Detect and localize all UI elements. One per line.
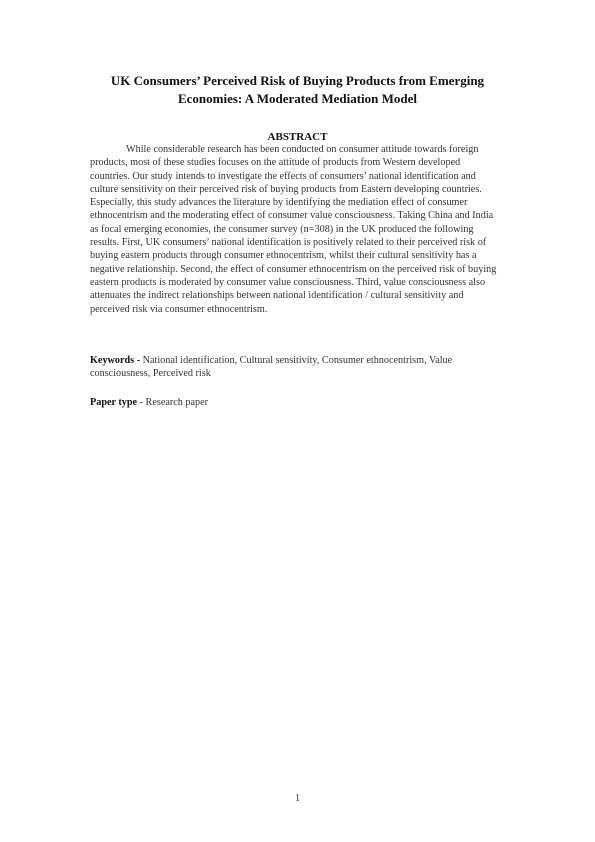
keywords-paragraph bbox=[90, 354, 502, 381]
paper-type-text: - Research paper bbox=[137, 397, 209, 408]
abstract-heading: ABSTRACT bbox=[267, 131, 328, 143]
paper-type-paragraph bbox=[90, 396, 502, 409]
abstract-body: While considerable research has been conducted on consumer attitude towards foreign products, most of these studies focuses on the attitude of products from Western developed countries. Our study intends to investigate the effects of consumers’ national identification and culture sensitivity on their perceived risk of buying products from Eastern developing countries. Especially, this study advances the literature by identifying the mediation effect of consumer ethnocentrism and the moderating effect of consumer value consciousness. Taking China and India as focal emerging economies, the consumer survey (n=308) in the UK produced the following results. First, UK consumers’ national identification is positively related to their perceived risk of buying eastern products through consumer ethnocentrism, whilst their cultural sensitivity has a negative relationship. Second, the effect of consumer ethnocentrism on the perceived risk of buying eastern products is moderated by consumer value consciousness. Third, value consciousness also attenuates the indirect relationships between national identification / cultural sensitivity and perceived risk via consumer ethnocentrism. bbox=[90, 144, 497, 315]
page-number: 1 bbox=[295, 793, 300, 804]
paper-title: UK Consumers’ Perceived Risk of Buying Products from Emerging Economies: A Moderated Mediation Model bbox=[110, 73, 485, 106]
keywords-label: Keywords - bbox=[90, 355, 141, 366]
keywords-text: National identification, Cultural sensitivity, Consumer ethnocentrism, Value consciousness, Perceived risk bbox=[90, 355, 453, 380]
paper-type-label: Paper type bbox=[90, 397, 138, 408]
